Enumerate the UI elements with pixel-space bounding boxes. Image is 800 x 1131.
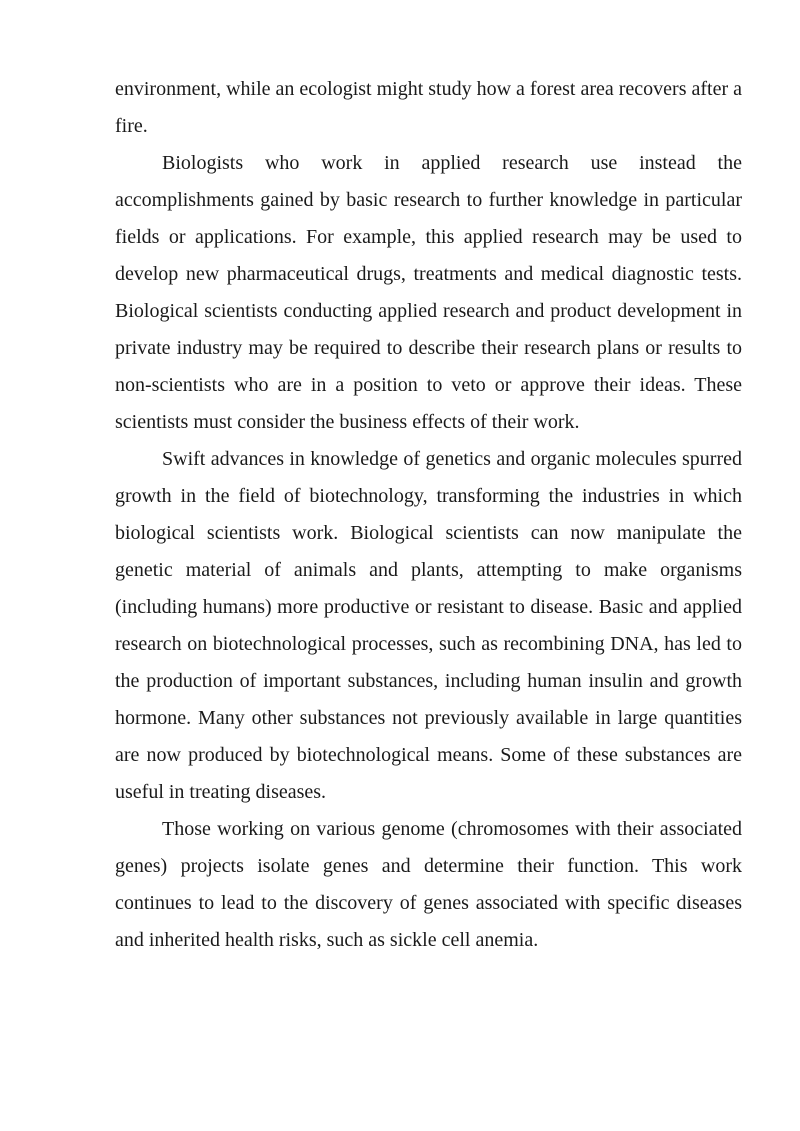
body-text	[115, 71, 742, 959]
paragraph-continuation: environment, while an ecologist might study how a forest area recovers after a fire.	[115, 78, 743, 137]
paragraph-genome-projects: Those working on various genome (chromosomes with their associated genes) projects isolate genes and determine their function. This work continues to lead to the discovery of genes associated with specific diseases and inherited health risks, such as sickle cell anemia.	[115, 818, 742, 951]
paragraph-applied-research: Biologists who work in applied research use instead the accomplishments gained by basic research to further knowledge in particular fields or applications. For example, this applied research may be used to develop new pharmaceutical drugs, treatments and medical diagnostic tests. Biological scientists conducting applied research and product development in private industry may be required to describe their research plans or results to non-scientists who are in a position to veto or approve their ideas. These scientists must consider the business effects of their work.	[115, 152, 742, 433]
paragraph-biotechnology: Swift advances in knowledge of genetics and organic molecules spurred growth in the field of biotechnology, transforming the industries in which biological scientists work. Biological scientists can now manipulate the genetic material of animals and plants, attempting to make organisms (including humans) more productive or resistant to disease. Basic and applied research on biotechnological processes, such as recombining DNA, has led to the production of important substances, including human insulin and growth hormone. Many other substances not previously available in large quantities are now produced by biotechnological means. Some of these substances are useful in treating diseases.	[115, 448, 742, 803]
